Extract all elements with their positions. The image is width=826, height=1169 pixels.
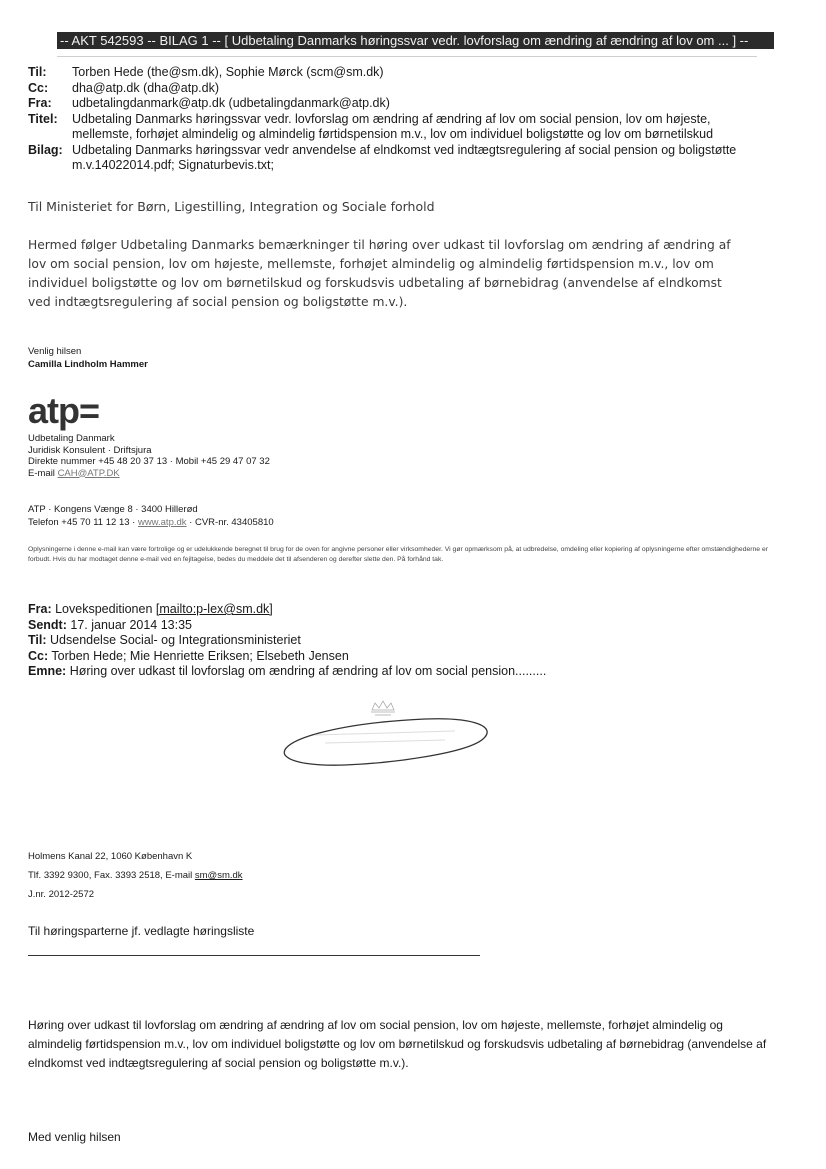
hearing-subject: Høring over udkast til lovforslag om ændring af ændring af lov om social pension, lov om højeste, mellemste, forhøjet almindelig og almindelig førtidspension m.v., lov om individuel boligstøtte og lov om børnetilskud og forskudsvis udbetaling af børnebidrag (anvendelse af elndkomst ved indtægtsregulering af social pension og boligstøtte m.v.).	[28, 1018, 767, 1070]
email-header-value: dha@atp.dk (dha@atp.dk)	[72, 80, 219, 95]
crown-icon	[371, 701, 395, 715]
email-header-from	[28, 96, 752, 112]
signature-address: ATP · Kongens Vænge 8 · 3400 Hillerød	[28, 504, 198, 515]
signature-phones: Direkte nummer +45 48 20 37 13 · Mobil +45 29 47 07 32	[28, 456, 270, 467]
forwarded-from-label: Fra:	[28, 602, 52, 616]
forwarded-from-link[interactable]: [mailto:p-lex@sm.dk]	[155, 602, 273, 616]
email-header-to	[28, 65, 752, 81]
signature-phone: Telefon +45 70 11 12 13 ·	[28, 516, 136, 528]
email-header-value: Torben Hede (the@sm.dk), Sophie Mørck (scm@sm.dk)	[72, 65, 384, 79]
forwarded-from: Lovekspeditionen	[55, 602, 153, 616]
recipients-line: Til høringsparterne jf. vedlagte høringsliste	[28, 924, 255, 938]
forwarded-cc-row	[28, 649, 546, 665]
forwarded-sent-label: Sendt:	[28, 617, 67, 632]
signature-role: Juridisk Konsulent · Driftsjura	[28, 444, 152, 456]
document-banner: -- AKT 542593 -- BILAG 1 -- [ Udbetaling Danmarks høringssvar vedr. lovforslag om ændring af ændring af lov om ... ] --	[57, 32, 774, 49]
email-header-cc	[28, 81, 752, 97]
email-body: Hermed følger Udbetaling Danmarks bemærkninger til høring over udkast til lovforslag om ændring af ændring af lov om social pension, lov om højeste, mellemste, forhøjet almindelig og almindelig førtidspension m.v., lov om individuel boligstøtte og lov om børnetilskud og forskudsvis udbetaling af børnebidrag (anvendelse af elndkomst ved indtægtsregulering af social pension og boligstøtte m.v.).	[28, 238, 731, 309]
signature-block	[28, 433, 270, 479]
forwarded-subject-label: Emne:	[28, 664, 67, 678]
signature-org: Udbetaling Danmark	[28, 433, 115, 444]
signature-email-row	[28, 468, 270, 480]
forwarded-cc-label: Cc:	[28, 648, 49, 663]
disclaimer: Oplysningerne i denne e-mail kan være fortrolige og er udelukkende beregnet til brug for de oven for angivne personer eller virksomheder. Vi gør opmærksom på, at udbredelse, omdeling eller kopiering af oplysningerne efter omstændighederne er forbudt. Hvis du har modtaget denne e-mail ved en fejltagelse, bedes du meddele det til afsenderen og derefter slette den. På forhånd tak.	[28, 546, 769, 563]
email-header-value: Udbetaling Danmarks høringssvar vedr. lovforslag om ændring af ændring af lov om social pension, lov om højeste, mellemste, forhøjet almindelig og almindelig førtidspension m.v., lov om individuel boligstøtte og lov om børnetilskud	[72, 111, 714, 141]
forwarded-sent: 17. januar 2014 13:35	[70, 617, 193, 632]
email-header-title	[28, 112, 752, 143]
salutation: Til Ministeriet for Børn, Ligestilling, Integration og Sociale forhold	[28, 199, 435, 214]
forwarded-cc: Torben Hede; Mie Henriette Eriksen; Elsebeth Jensen	[51, 648, 349, 663]
signature-address-block	[28, 504, 274, 529]
signature-email-link[interactable]: CAH@ATP.DK	[57, 467, 120, 479]
website-link[interactable]: www.atp.dk	[137, 516, 187, 528]
closing: Venlig hilsen	[28, 346, 82, 357]
forwarded-sent-row	[28, 618, 546, 634]
signature-cvr: · CVR-nr. 43405810	[189, 516, 274, 528]
forwarded-subject: Høring over udkast til lovforslag om ændring af ændring af lov om social pension.........	[69, 664, 547, 678]
email-header	[28, 65, 752, 174]
email-header-attachments	[28, 143, 752, 174]
email-header-label: Titel:	[28, 111, 58, 126]
signature-email-label: E-mail	[28, 467, 55, 479]
letterhead-address	[28, 847, 243, 904]
email-header-value: Udbetaling Danmarks høringssvar vedr anvendelse af elndkomst ved indtægtsregulering af social pension og boligstøtte m.v.14022014.pdf; Signaturbevis.txt;	[72, 142, 737, 172]
atp-logo: atp=	[28, 390, 100, 431]
email-header-label: Til:	[28, 65, 47, 79]
recipients-divider	[28, 955, 480, 956]
signature-contact-row	[28, 517, 274, 530]
faint-ministry-lettering	[315, 731, 455, 743]
forwarded-header	[28, 602, 546, 680]
ministry-email-link[interactable]: sm@sm.dk	[194, 870, 243, 881]
forwarded-to: Udsendelse Social- og Integrationsministeriet	[50, 633, 301, 647]
letter-closing: Med venlig hilsen	[28, 1130, 121, 1144]
email-header-label: Bilag:	[28, 142, 63, 157]
ministry-contact: Tlf. 3392 9300, Fax. 3393 2518, E-mail	[28, 870, 193, 881]
forwarded-to-row	[28, 633, 546, 649]
signature-name: Camilla Lindholm Hammer	[28, 359, 148, 370]
ministry-address: Holmens Kanal 22, 1060 København K	[28, 851, 193, 862]
email-header-label: Fra:	[28, 96, 52, 110]
email-header-label: Cc:	[28, 80, 49, 95]
email-header-value: udbetalingdanmark@atp.dk (udbetalingdanmark@atp.dk)	[72, 96, 390, 110]
forwarded-to-label: Til:	[28, 633, 47, 647]
ministry-contact-row	[28, 866, 243, 885]
forwarded-subject-row	[28, 664, 546, 680]
journal-number: J.nr. 2012-2572	[28, 889, 95, 900]
header-divider	[57, 56, 757, 57]
ministry-crown-logo	[275, 697, 495, 777]
forwarded-from-row	[28, 602, 546, 618]
